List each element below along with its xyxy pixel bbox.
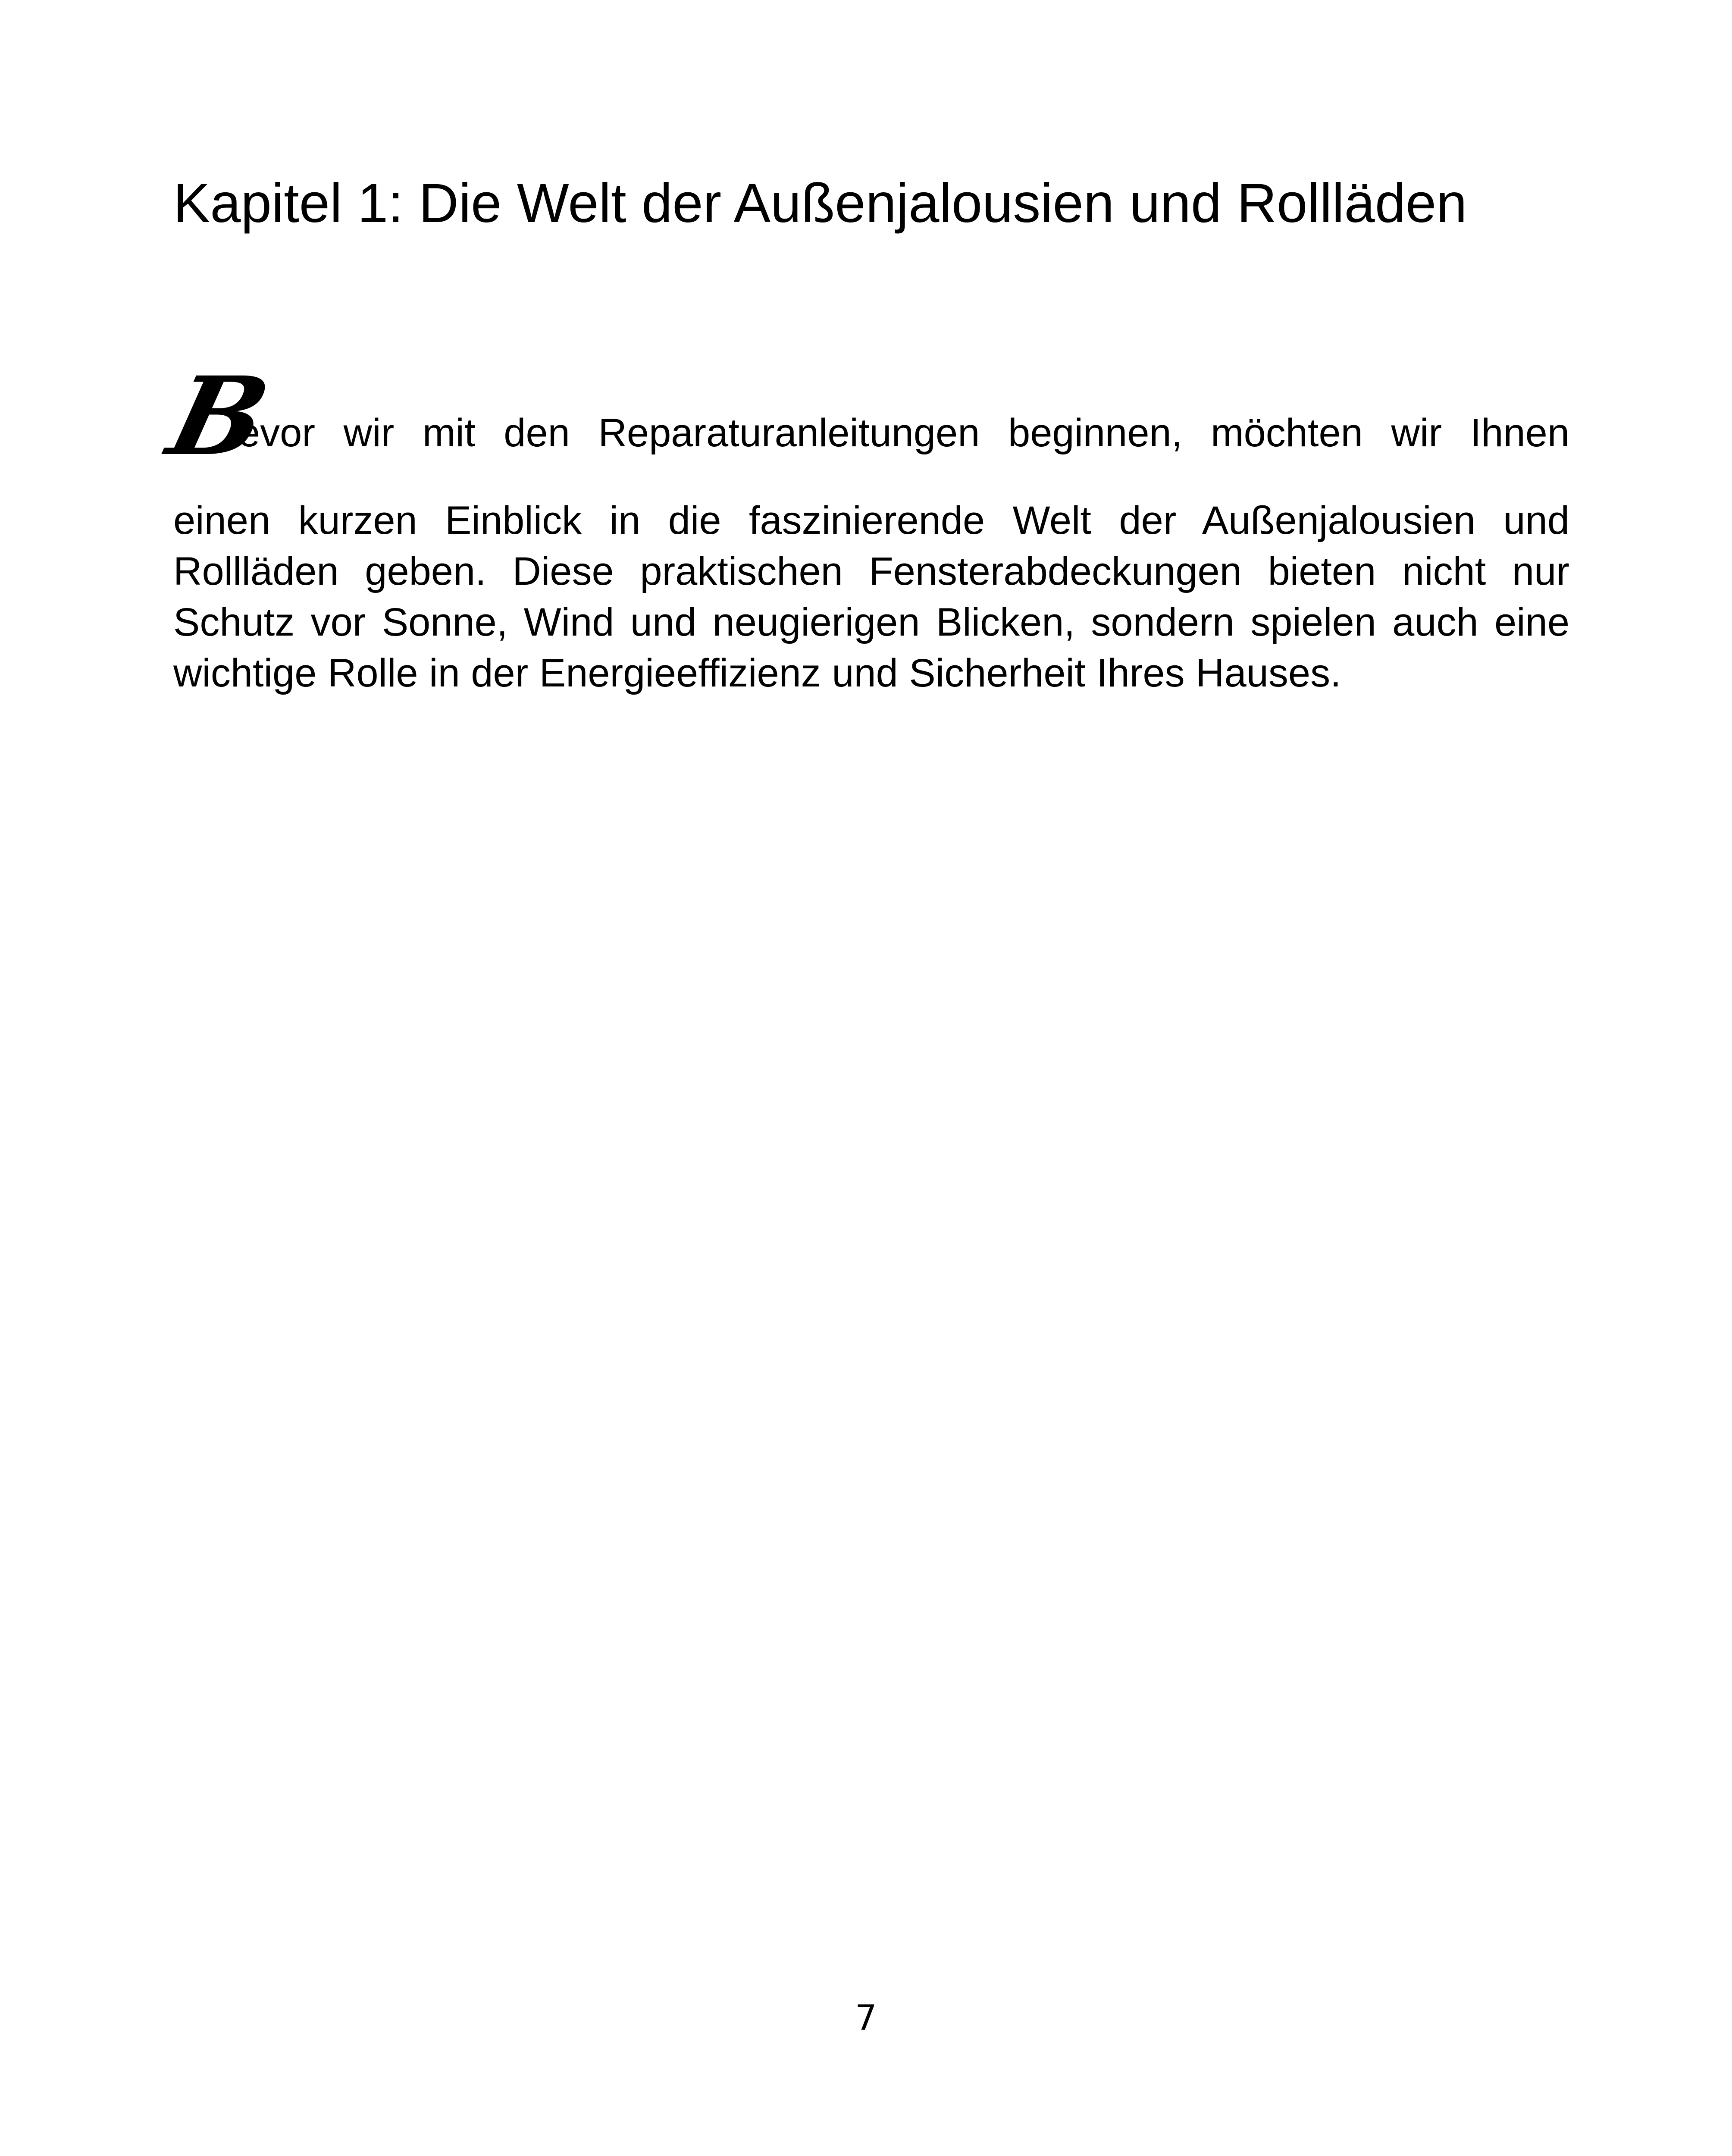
page-number: 7 [855, 1998, 877, 2038]
drop-cap-letter: B [157, 353, 280, 479]
chapter-title: Kapitel 1: Die Welt der Außenjalousien und Rollläden [173, 172, 1467, 234]
body-paragraph: einen kurzen Einblick in die faszinierende Welt der Außenjalousien und Rollläden geben. Diese praktischen Fensterabdeckungen bieten nicht nur Schutz vor Sonne, Wind und neugierigen Blicken, sondern spielen auch eine wichtige Rolle in der Energieeffizienz und Sicherheit Ihres Hauses. [173, 498, 1569, 695]
paragraph-first-line [157, 353, 1569, 479]
first-line-text: evor wir mit den Reparaturanleitungen beginnen, möchten wir Ihnen [238, 411, 1569, 455]
